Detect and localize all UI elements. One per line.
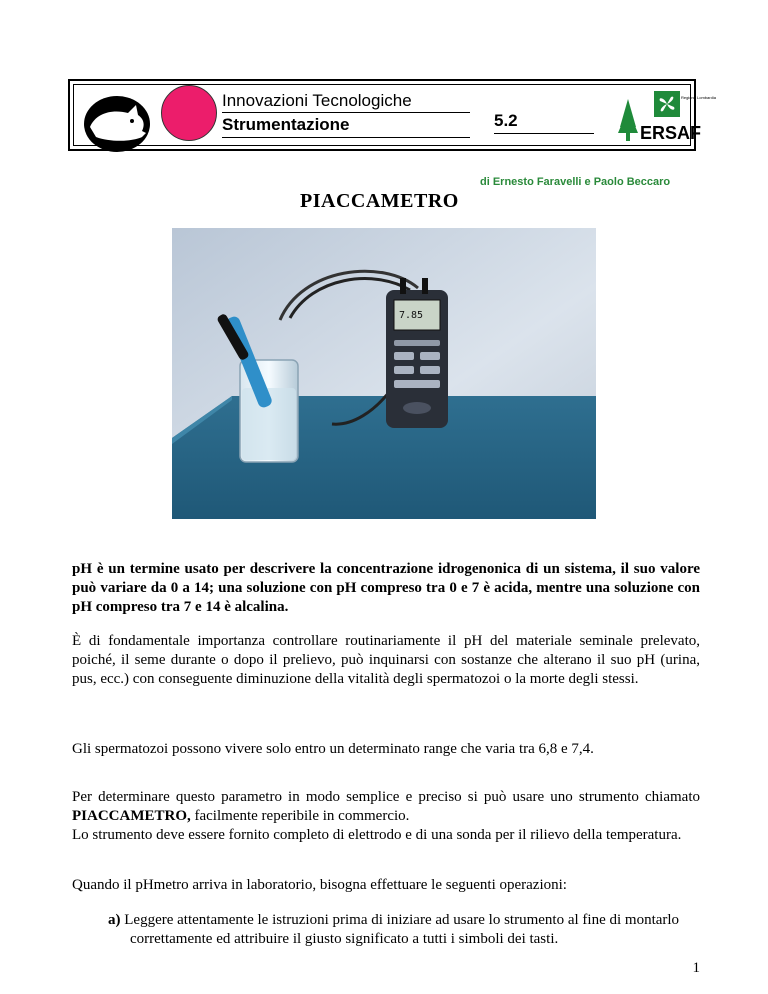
pig-logo-icon — [82, 91, 152, 153]
header-inner-frame — [73, 84, 716, 146]
header-section-number: 5.2 — [494, 111, 594, 134]
header-subcategory: Strumentazione — [222, 115, 470, 138]
instrument-name: PIACCAMETRO, — [72, 808, 191, 824]
instrument-paragraph — [72, 788, 700, 845]
red-circle-logo — [161, 85, 217, 141]
list-item — [108, 911, 700, 949]
operations-list — [108, 911, 700, 949]
range-paragraph: Gli spermatozoi possono vivere solo entro un determinato range che varia tra 6,8 e 7,4. — [72, 741, 594, 757]
operations-intro: Quando il pHmetro arriva in laboratorio, bisogna effettuare le seguenti operazioni: — [72, 877, 567, 893]
intro-text: H è un termine usato per descrivere la concentrazione idrogenonica di un sistema, il suo valore può variare da 0 a 14; una soluzione con pH compreso tra 0 e 7 è acida, mentre una soluzione con pH compreso tra 7 e 14 è alcalina. — [72, 561, 700, 615]
header-category: Innovazioni Tecnologiche — [222, 91, 470, 113]
header-box — [68, 79, 716, 151]
logo-region-text: Regione Lombardia — [681, 95, 716, 100]
intro-lead-letter: p — [72, 561, 81, 577]
meter-display-reading: 7.85 — [399, 310, 424, 321]
page-number: 1 — [692, 960, 700, 976]
instrument-text-before: Per determinare questo parametro in modo semplice e preciso si può usare uno strumento chiamato — [72, 789, 700, 805]
instrument-requirements: Lo strumento deve essere fornito completo di elettrodo e di una sonda per il rilievo della temperatura. — [72, 827, 682, 843]
list-item-text: Leggere attentamente le istruzioni prima di iniziare ad usare lo strumento al fine di montarlo correttamente ed attribuire il giusto significato a tutti i simboli dei tasti. — [120, 912, 680, 947]
logo-ersaf-text: ERSAF — [640, 123, 702, 143]
instrument-text-after: facilmente reperibile in commercio. — [190, 808, 410, 824]
ph-meter-photo — [172, 228, 596, 519]
ersaf-logo-icon — [614, 89, 716, 151]
importance-paragraph: È di fondamentale importanza controllare routinariamente il pH del materiale seminale prelevato, poiché, il seme durante o dopo il prelievo, può inquinarsi con sostanze che alterano il suo pH (urina, pus, ecc.) con conseguente diminuzione della vitalità degli spermatozoi o la morte degli stessi. — [72, 633, 700, 687]
intro-paragraph — [72, 560, 700, 617]
authors-line: di Ernesto Faravelli e Paolo Beccaro — [480, 176, 671, 188]
document-title: PIACCAMETRO — [300, 190, 459, 212]
list-item-marker: a) — [108, 912, 121, 928]
